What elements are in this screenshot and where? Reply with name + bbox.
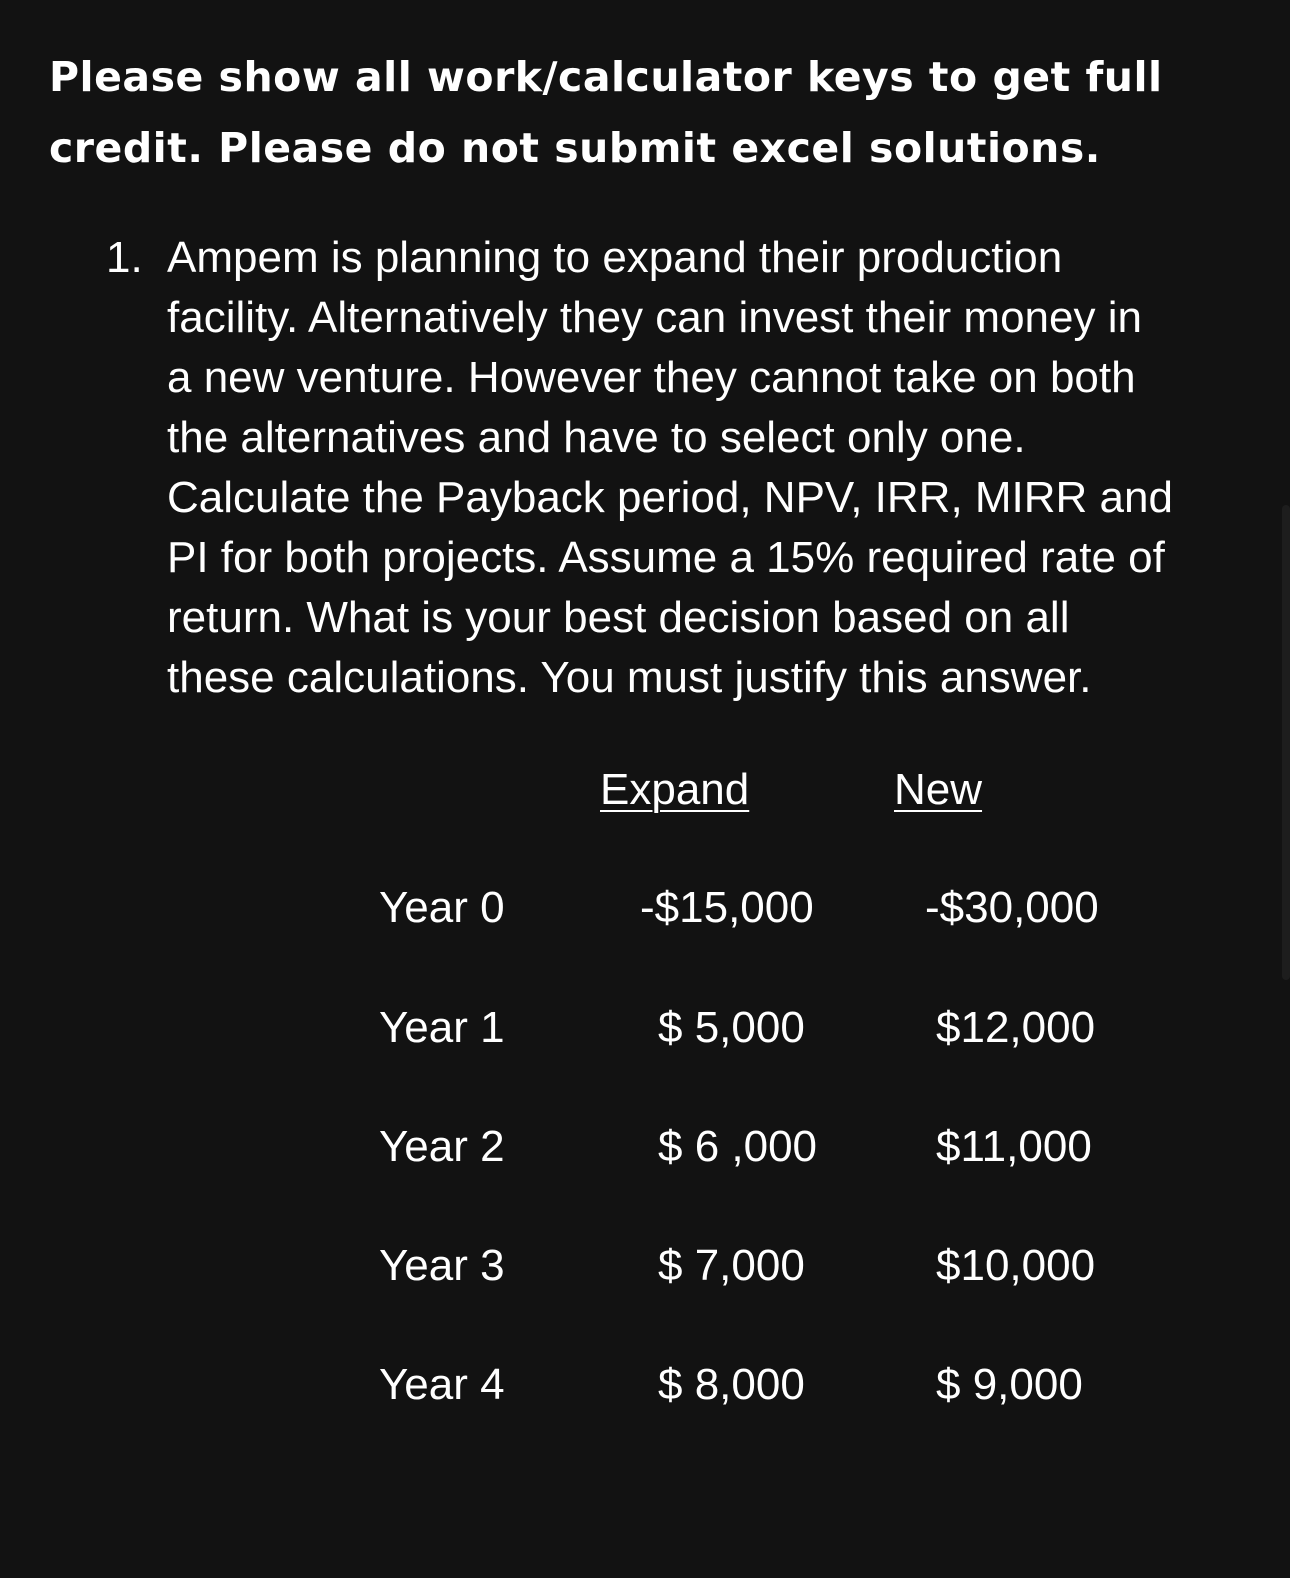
instructions-line-1: Please show all work/calculator keys to get full (49, 53, 1163, 101)
new-cash-flow: $10,000 (936, 1241, 1096, 1290)
question-line: return. What is your best decision based on all (167, 593, 1070, 642)
expand-cash-flow: $ 7,000 (658, 1241, 805, 1290)
question-line: Ampem is planning to expand their production (167, 233, 1063, 282)
question-line: these calculations. You must justify this answer. (167, 653, 1092, 702)
question-line: facility. Alternatively they can invest their money in (167, 293, 1142, 342)
year-label: Year 1 (379, 1003, 505, 1052)
expand-cash-flow: $ 6 ,000 (658, 1122, 818, 1171)
scrollbar[interactable] (1282, 505, 1290, 980)
year-label: Year 2 (379, 1122, 505, 1171)
instructions-line-2: credit. Please do not submit excel solutions. (49, 124, 1101, 172)
table-row (0, 878, 1290, 938)
expand-cash-flow: $ 5,000 (658, 1003, 805, 1052)
question-line: Calculate the Payback period, NPV, IRR, MIRR and (167, 473, 1173, 522)
new-cash-flow: $ 9,000 (936, 1360, 1083, 1409)
table-row (0, 1117, 1290, 1177)
year-label: Year 0 (379, 883, 505, 932)
column-header-new: New (894, 765, 983, 814)
instructions-heading (49, 42, 1249, 184)
table-row (0, 998, 1290, 1058)
table-row (0, 1355, 1290, 1415)
year-label: Year 4 (379, 1360, 505, 1409)
expand-cash-flow: $ 8,000 (658, 1360, 805, 1409)
question-number: 1. (106, 233, 143, 282)
table-row (0, 1236, 1290, 1296)
column-header-expand: Expand (600, 765, 750, 814)
question-line: PI for both projects. Assume a 15% required rate of (167, 533, 1165, 582)
question-line: a new venture. However they cannot take on both (167, 353, 1136, 402)
new-cash-flow: $11,000 (936, 1122, 1092, 1171)
new-cash-flow: -$30,000 (925, 883, 1099, 932)
expand-cash-flow: -$15,000 (640, 883, 814, 932)
question-line: the alternatives and have to select only one. (167, 413, 1026, 462)
year-label: Year 3 (379, 1241, 505, 1290)
new-cash-flow: $12,000 (936, 1003, 1096, 1052)
question-text (167, 228, 1173, 708)
